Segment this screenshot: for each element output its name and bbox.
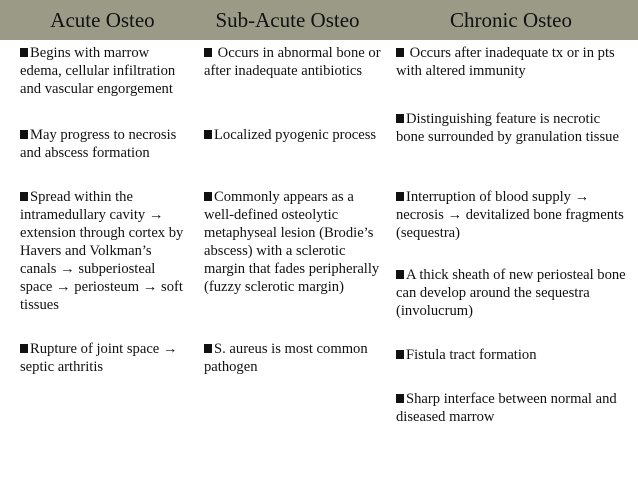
list-item: Rupture of joint space → septic arthritis bbox=[20, 341, 178, 375]
bullet-icon bbox=[396, 48, 404, 57]
header-subacute-osteo: Sub-Acute Osteo bbox=[215, 8, 360, 32]
list-item: Occurs after inadequate tx or in pts with altered immunity bbox=[396, 45, 615, 79]
list-item: Localized pyogenic process bbox=[204, 126, 384, 144]
list-item: Spread within the intramedullary cavity → extension through cortex by Havers and Volkman’s canals → subperiosteal space → periosteum → soft tissues bbox=[20, 189, 184, 313]
list-item: Fistula tract formation bbox=[396, 346, 628, 364]
bullet-icon bbox=[20, 48, 28, 57]
list-item: Begins with marrow edema, cellular infiltration and vascular engorgement bbox=[20, 45, 176, 97]
list-item: S. aureus is most common pathogen bbox=[204, 341, 368, 375]
bullet-icon bbox=[204, 192, 212, 201]
bullet-icon bbox=[20, 130, 28, 139]
header-chronic-osteo: Chronic Osteo bbox=[450, 8, 572, 32]
list-item: A thick sheath of new periosteal bone can develop around the sequestra (involucrum) bbox=[396, 267, 626, 319]
bullet-icon bbox=[20, 192, 28, 201]
bullet-icon bbox=[396, 114, 404, 123]
header-acute-osteo: Acute Osteo bbox=[50, 8, 155, 32]
table-header bbox=[0, 0, 638, 40]
bullet-icon bbox=[396, 394, 404, 403]
list-item: Interruption of blood supply → necrosis → devitalized bone fragments (sequestra) bbox=[396, 189, 624, 241]
list-item: Distinguishing feature is necrotic bone surrounded by granulation tissue bbox=[396, 111, 619, 145]
bullet-icon bbox=[204, 130, 212, 139]
bullet-icon bbox=[204, 344, 212, 353]
list-item: Occurs in abnormal bone or after inadequate antibiotics bbox=[204, 45, 381, 79]
bullet-icon bbox=[396, 192, 404, 201]
bullet-icon bbox=[204, 48, 212, 57]
list-item: Sharp interface between normal and diseased marrow bbox=[396, 391, 617, 425]
list-item: May progress to necrosis and abscess formation bbox=[20, 127, 177, 161]
list-item: Commonly appears as a well-defined osteolytic metaphyseal lesion (Brodie’s abscess) with a sclerotic margin that fades peripherally (fuzzy sclerotic margin) bbox=[204, 189, 380, 295]
bullet-icon bbox=[20, 344, 28, 353]
bullet-icon bbox=[396, 350, 404, 359]
bullet-icon bbox=[396, 270, 404, 279]
